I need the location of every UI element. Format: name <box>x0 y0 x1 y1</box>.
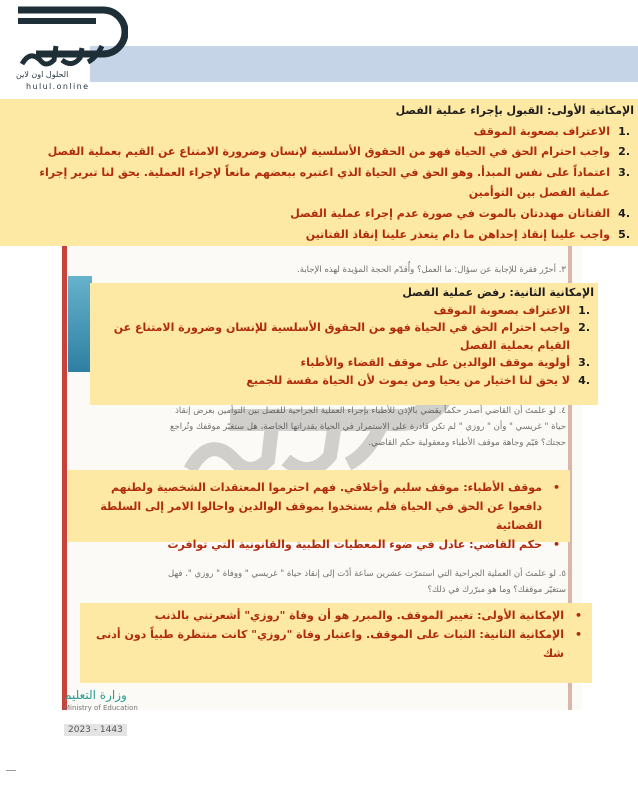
list-item: .4 لا يحق لنا اختيار من يحيا ومن يموت لأن الحياة مقسة للجميع <box>246 373 590 387</box>
list-item: .3 أولوية موقف الوالدين على موقف القضاء والأطباء <box>300 356 590 370</box>
question-4-line-3: حجتك؟ قيّم وجاهة موقف الأطباء ومعقولية حكم القاضي. <box>368 438 566 448</box>
list-item: • موقف الأطباء: موقف سليم وأخلاقي. فهم احترموا المعتقدات الشخصية ولطنهم دافعوا عن الحق في الحياة فلم يستخدوا بموقف الوالدين واحالوا الامر إلى السلطة القضائية <box>100 481 560 532</box>
question-4-line-1: ٤. لو علمتَ أن القاضي أصدر حكماً يقضي بالإذن للأطباء بإجراء العملية الجراحية للفصل بين التوأمين بعرض إنقاذ <box>175 406 566 416</box>
ministry-english: Ministry of Education <box>64 704 138 712</box>
list-item: .1 الاعتراف بصعوبة الموقف <box>473 124 630 138</box>
question-4-line-2: حياة " غريسي " وأن " روزي " لم تكن قادرة على الاستمرار في الحياة بقدراتها الخاصة، هل ستغيّر موقفك وتُراجع <box>169 422 566 432</box>
question-3-text: ٣. أحرّر فقرة للإجابة عن سؤال: ما العمل؟ وأُقدّم الحجة المؤيدة لهذه الإجابة. <box>297 265 566 275</box>
option-1-title: الإمكانية الأولى: القبول بإجراء عملية الفصل <box>395 104 634 117</box>
question-5-line-2: ستغيّر موقفك؟ وما هو مبرّرك في ذلك؟ <box>427 585 566 595</box>
list-item: .1 الاعتراف بصعوبة الموقف <box>433 303 590 317</box>
list-item: .5 واجب علينا إنقاذ إحداهن ما دام يتعذر علينا إنقاذ الفتاتين <box>305 227 630 241</box>
page-photo <box>68 276 92 372</box>
list-item: • الإمكانية الثانية: الثبات على الموقف. واعتبار وفاة "روزي" كانت منتظرة طبياً دون أدنى شك <box>95 628 582 660</box>
question-5-line-1: ٥. لو علمتَ أن العملية الجراحية التي استمرّت عشرين ساعة أدّت إلى إنقاذ حياة " غريسي " ووفاة " روزي ". فهل <box>168 569 566 579</box>
brand-tagline: الحلول اون لاين <box>16 70 69 79</box>
list-item: • الإمكانية الأولى: تغيير الموقف. والمبرر هو أن وفاة "روزي" أشعرتني بالذنب <box>154 609 582 622</box>
answer-box-reconsideration <box>80 603 592 683</box>
list-item: .3 اعتماداً على نفس المبدأ. وهو الحق في الحياة الذي اعتبره ببعضهم مانعاً لإجراء العملية. يحق لنا تبرير إجراء عملية الفصل بين التوأمين <box>39 165 630 200</box>
answer-box-evaluation <box>68 470 570 551</box>
answer-box-option-2 <box>90 283 598 405</box>
list-item: .4 الفتاتان مهددتان بالموت في صورة عدم إجراء عملية الفصل <box>290 206 630 220</box>
list-item: .2 واجب احترام الحق في الحياة فهو من الحقوق الأسلسية لإنسان وضرورة الامتناع عن القيم بعملية الفصل <box>47 145 630 159</box>
edition-year: 2023 - 1443 <box>64 724 127 736</box>
option-2-title: الإمكانية الثانية: رفض عملية الفصل <box>402 286 594 299</box>
corner-mark <box>6 770 16 777</box>
ministry-logo-text: وزارة التعليم <box>64 688 127 702</box>
list-item: • حكم القاضي: عادل في ضوء المعطيات الطبية والقانونية التي توافرت <box>167 538 560 551</box>
brand-url: hulul.online <box>26 82 90 91</box>
list-item: .2 واجب احترام الحق في الحياة فهو من الحقوق الأسلسية للإنسان وضرورة الامتناع عن القيام بعملية الفصل <box>113 321 590 352</box>
answer-box-option-1 <box>0 99 638 246</box>
page-red-margin <box>62 200 67 710</box>
header-band <box>90 46 638 82</box>
